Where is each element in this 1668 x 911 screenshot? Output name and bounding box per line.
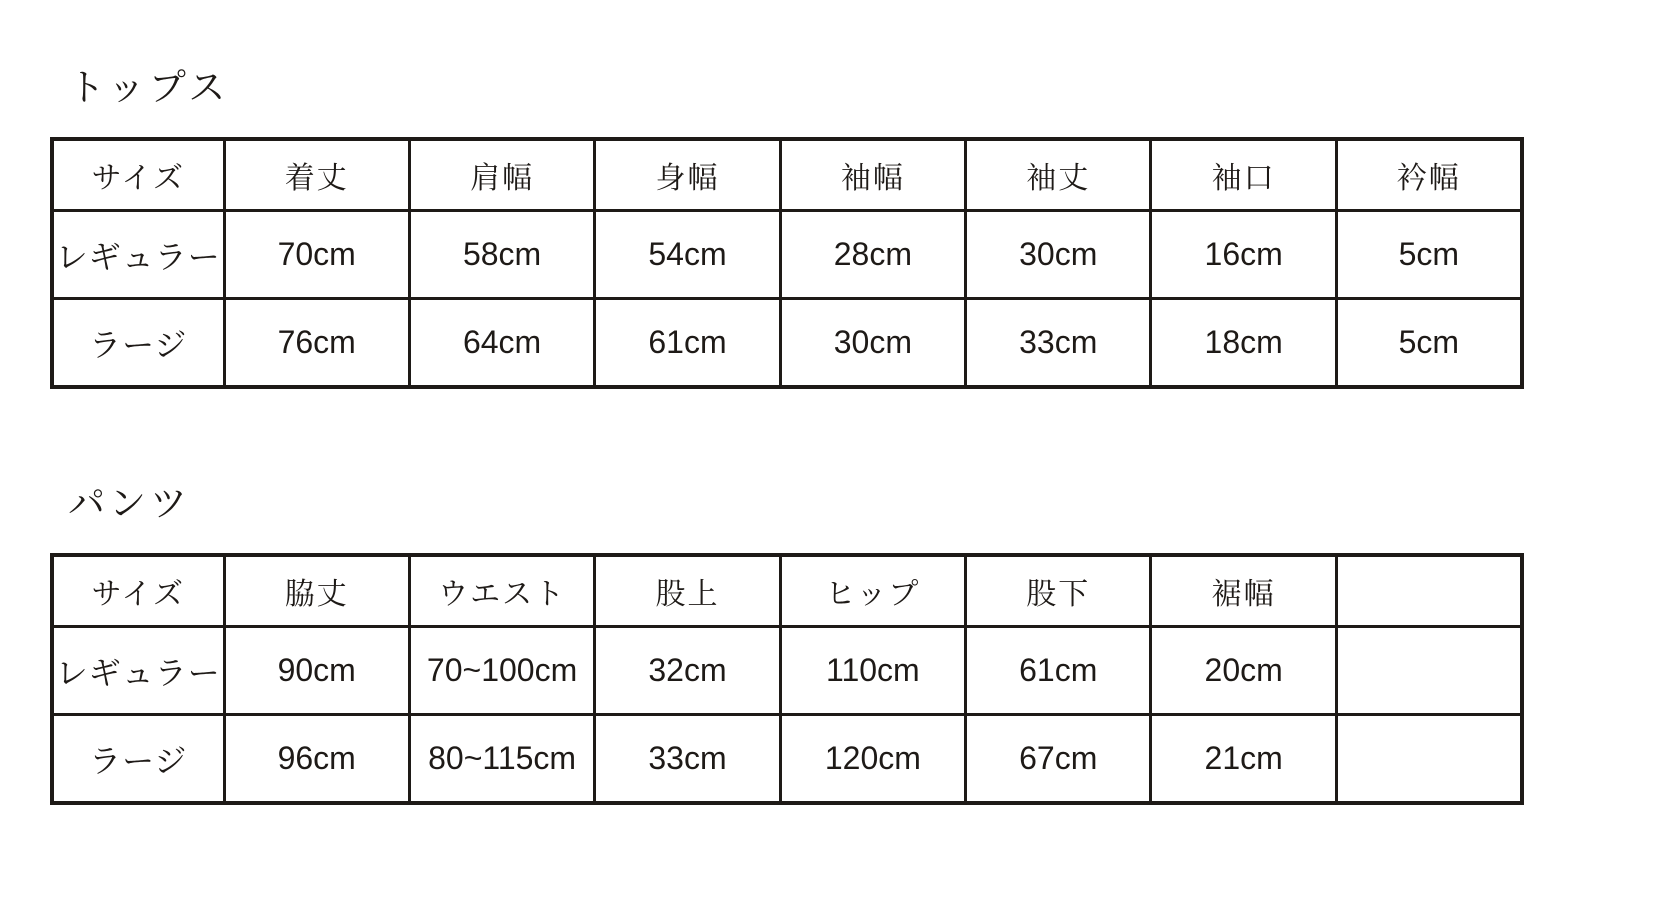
size-label-cell: ラージ — [52, 715, 224, 804]
value-cell: 32cm — [595, 627, 780, 715]
tops-header-length: 着丈 — [224, 139, 409, 211]
tops-size-table — [50, 137, 1524, 389]
size-label-cell: レギュラー — [52, 627, 224, 715]
tops-header-body-width: 身幅 — [595, 139, 780, 211]
empty-cell — [1336, 715, 1521, 804]
value-cell: 21cm — [1151, 715, 1336, 804]
tops-header-size: サイズ — [52, 139, 224, 211]
pants-header-size: サイズ — [52, 555, 224, 627]
pants-row-large — [52, 715, 1522, 804]
value-cell: 76cm — [224, 299, 409, 388]
value-cell: 33cm — [595, 715, 780, 804]
value-cell: 5cm — [1336, 299, 1521, 388]
value-cell: 90cm — [224, 627, 409, 715]
value-cell: 64cm — [409, 299, 594, 388]
pants-header-row — [52, 555, 1522, 627]
value-cell: 33cm — [966, 299, 1151, 388]
value-cell: 110cm — [780, 627, 965, 715]
value-cell: 30cm — [966, 211, 1151, 299]
pants-row-regular — [52, 627, 1522, 715]
tops-header-sleeve-length: 袖丈 — [966, 139, 1151, 211]
pants-section-title: パンツ — [68, 483, 191, 524]
value-cell: 58cm — [409, 211, 594, 299]
pants-size-table — [50, 553, 1524, 805]
pants-header-hem-width: 裾幅 — [1151, 555, 1336, 627]
tops-header-collar-width: 衿幅 — [1336, 139, 1521, 211]
empty-cell — [1336, 627, 1521, 715]
tops-header-sleeve-width: 袖幅 — [780, 139, 965, 211]
pants-header-empty — [1336, 555, 1521, 627]
size-label-cell: ラージ — [52, 299, 224, 388]
tops-row-large — [52, 299, 1522, 388]
tops-section-title: トップス — [68, 67, 230, 108]
value-cell: 18cm — [1151, 299, 1336, 388]
value-cell: 120cm — [780, 715, 965, 804]
value-cell: 20cm — [1151, 627, 1336, 715]
value-cell: 30cm — [780, 299, 965, 388]
value-cell: 28cm — [780, 211, 965, 299]
value-cell: 54cm — [595, 211, 780, 299]
tops-header-shoulder: 肩幅 — [409, 139, 594, 211]
pants-header-rise: 股上 — [595, 555, 780, 627]
pants-header-side-length: 脇丈 — [224, 555, 409, 627]
size-label-cell: レギュラー — [52, 211, 224, 299]
tops-row-regular — [52, 211, 1522, 299]
pants-header-inseam: 股下 — [966, 555, 1151, 627]
value-cell: 61cm — [966, 627, 1151, 715]
value-cell: 70~100cm — [409, 627, 594, 715]
value-cell: 67cm — [966, 715, 1151, 804]
value-cell: 70cm — [224, 211, 409, 299]
value-cell: 16cm — [1151, 211, 1336, 299]
pants-header-hip: ヒップ — [780, 555, 965, 627]
value-cell: 96cm — [224, 715, 409, 804]
tops-header-cuff: 袖口 — [1151, 139, 1336, 211]
value-cell: 5cm — [1336, 211, 1521, 299]
pants-header-waist: ウエスト — [409, 555, 594, 627]
value-cell: 80~115cm — [409, 715, 594, 804]
tops-header-row — [52, 139, 1522, 211]
value-cell: 61cm — [595, 299, 780, 388]
